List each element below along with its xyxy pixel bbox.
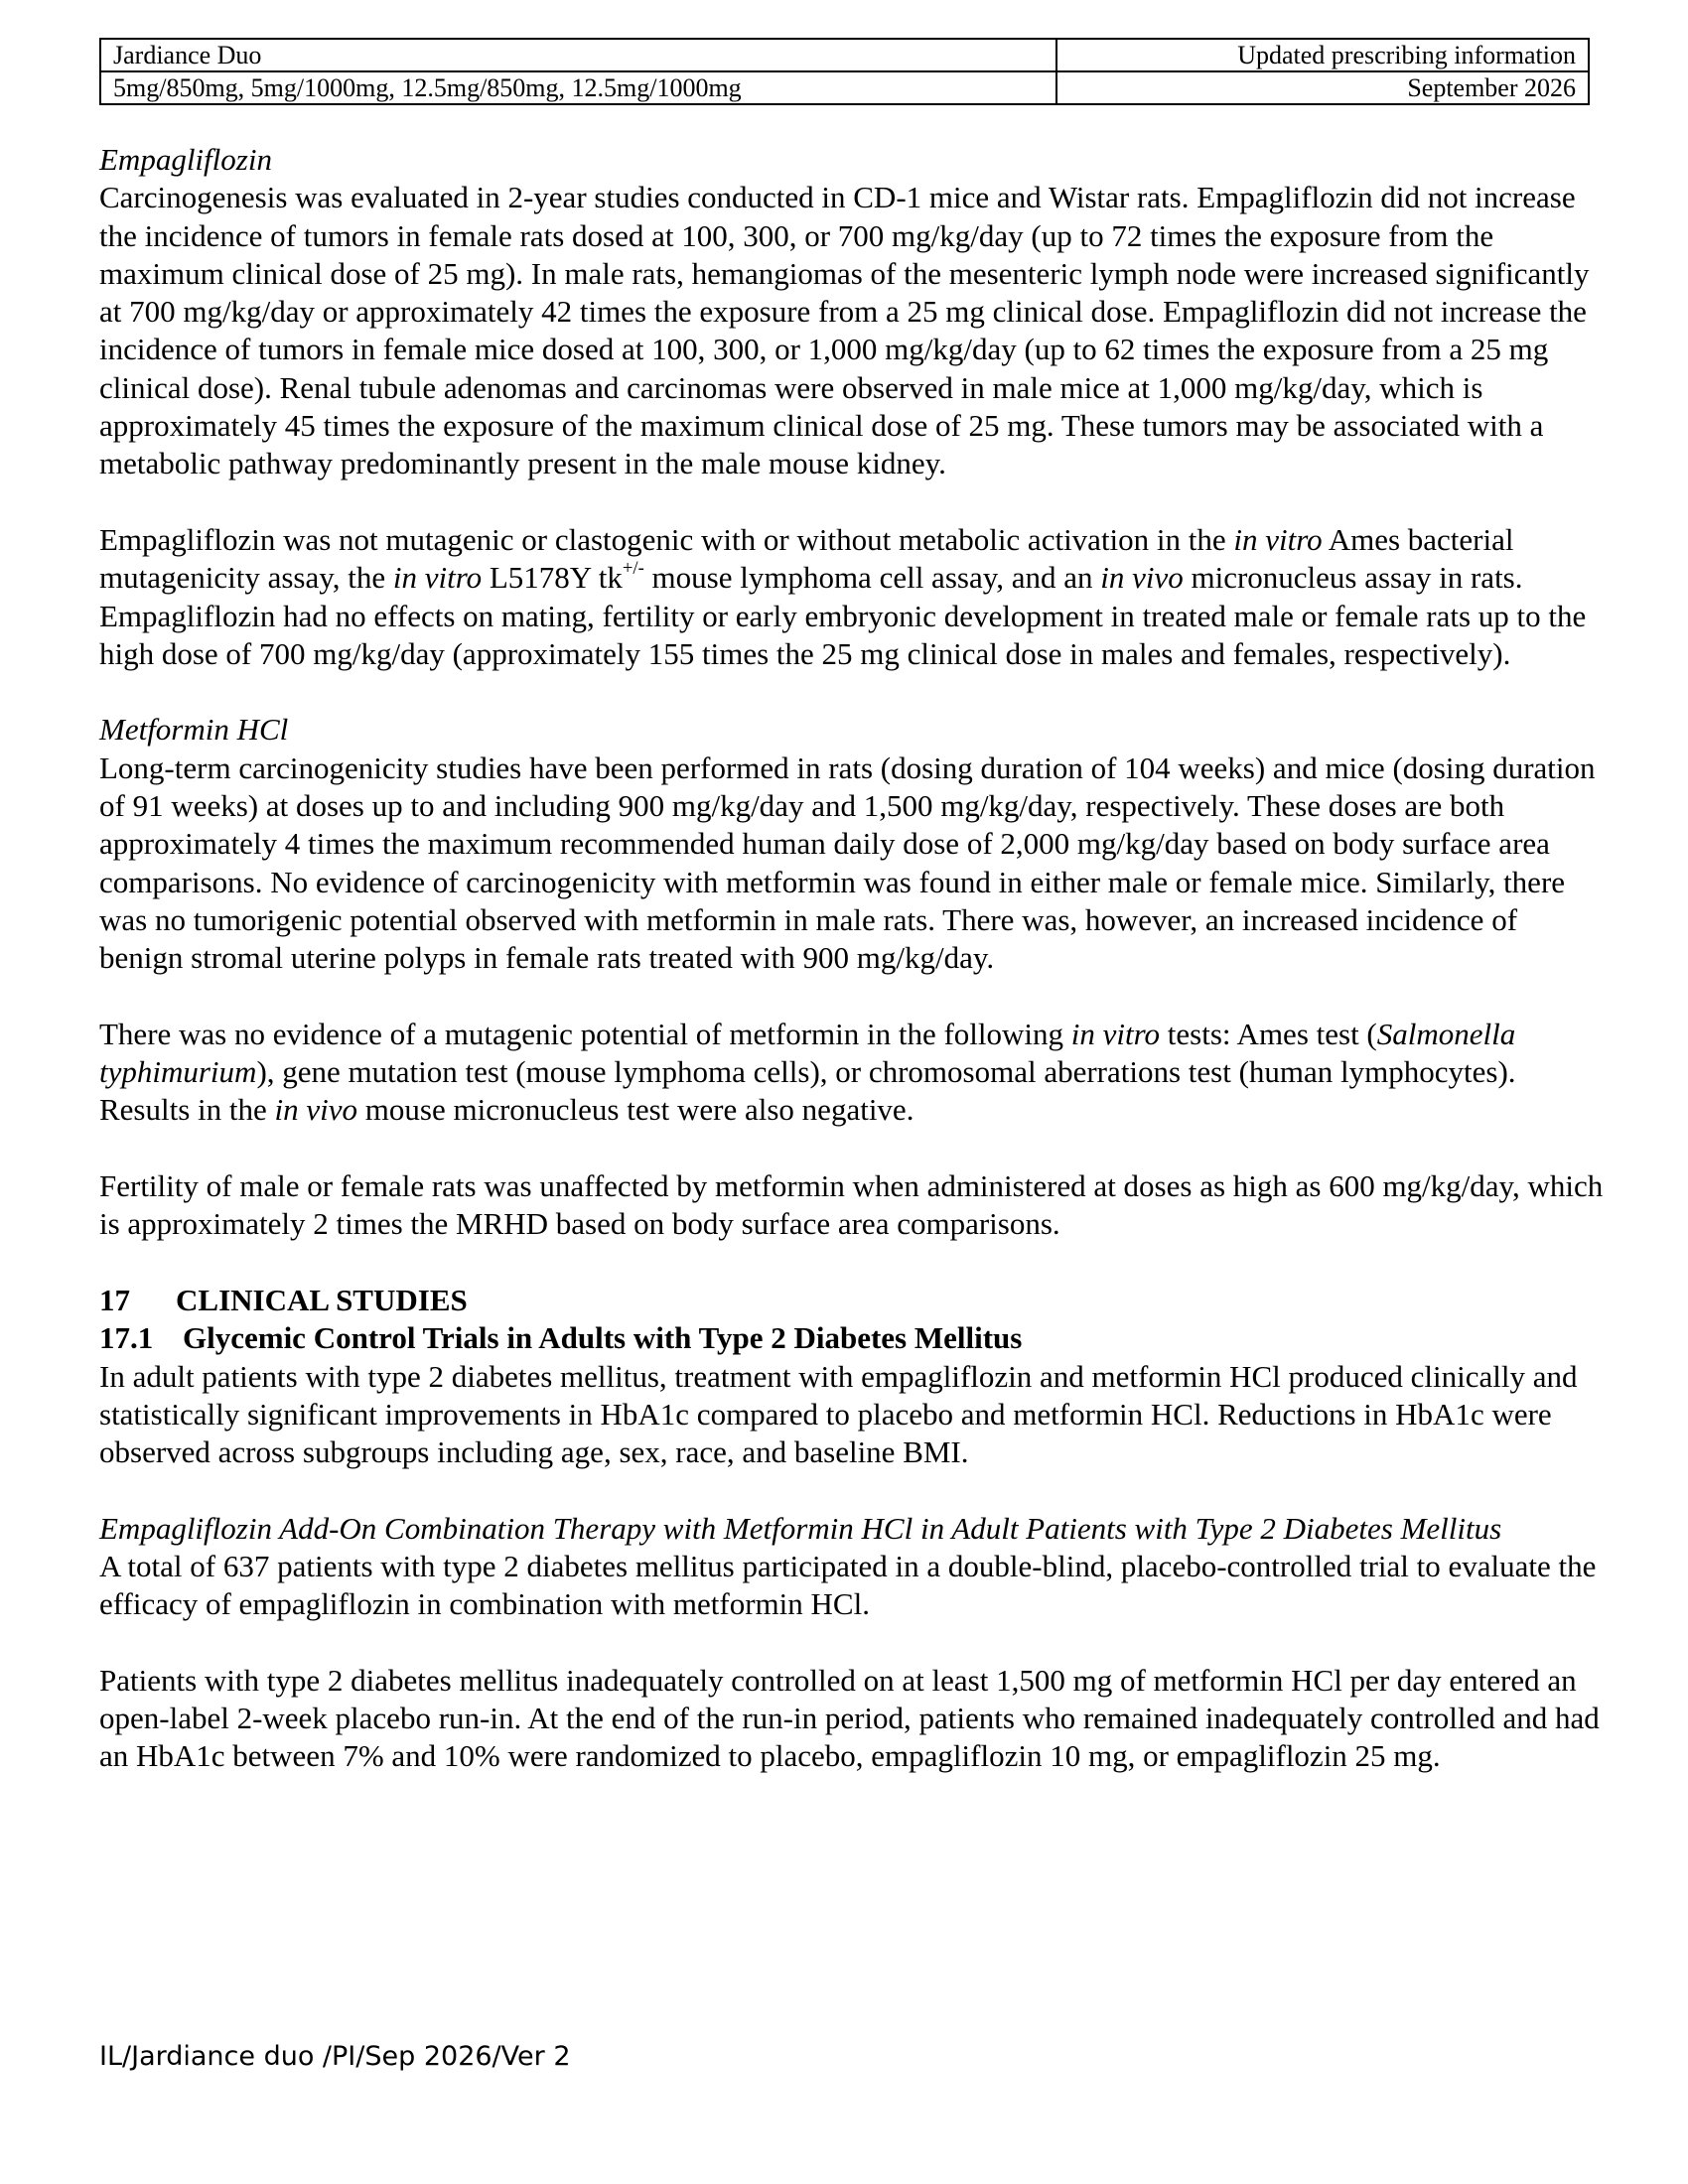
text-run: mouse lymphoma cell assay, and an (643, 560, 1101, 596)
paragraph-gap (99, 1471, 1609, 1509)
paragraph-gap (99, 1624, 1609, 1662)
section-17-heading (99, 1282, 1609, 1319)
footer-doc-id: IL/Jardiance duo /PI/Sep 2026/Ver 2 (99, 2041, 571, 2072)
document-type: Updated prescribing information (1056, 39, 1589, 71)
section-number: 17 (99, 1282, 130, 1317)
subsection-title: Glycemic Control Trials in Adults with Type 2 Diabetes Mellitus (183, 1320, 1023, 1356)
italic-term: in vitro (1233, 521, 1323, 557)
header-row (100, 71, 1589, 104)
text-run: ), gene mutation test (mouse lymphoma cells), or chromosomal aberrations test (human lymphocytes). Results in the (99, 1054, 1516, 1128)
paragraph-gap (99, 673, 1609, 711)
italic-term: in vitro (392, 560, 483, 596)
text-run: tests: Ames test ( (1160, 1016, 1377, 1051)
header-row (100, 39, 1589, 71)
document-date: September 2026 (1056, 71, 1589, 104)
document-body (99, 141, 1609, 1776)
metformin-mutagenic-paragraph (99, 1016, 1609, 1130)
addon-therapy-heading: Empagliflozin Add-On Combination Therapy with Metformin HCl in Adult Patients with Type 2 Diabetes Mellitus (99, 1510, 1502, 1546)
metformin-carcinogenicity-paragraph: Long-term carcinogenicity studies have been performed in rats (dosing duration of 104 weeks) and mice (dosing duration of 91 weeks) at doses up to and including 900 mg/kg/day and 1,500 mg/kg/day, respectively. These doses are both approximately 4 times the maximum recommended human daily dose of 2,000 mg/kg/day based on body surface area comparisons. No evidence of carcinogenicity with metformin was found in either male or female mice. Similarly, there was no tumorigenic potential observed with metformin in male rats. There was, however, an increased incidence of benign stromal uterine polyps in female rats treated with 900 mg/kg/day. (99, 750, 1596, 976)
empagliflozin-carcinogenesis-paragraph: Carcinogenesis was evaluated in 2-year studies conducted in CD-1 mice and Wistar rats. Empagliflozin did not increase the incidence of tumors in female rats dosed at 100, 300, or 700 mg/kg/day (up to 72 times the exposure from the maximum clinical dose of 25 mg). In male rats, hemangiomas of the mesenteric lymph node were increased significantly at 700 mg/kg/day or approximately 42 times the exposure from a 25 mg clinical dose. Empagliflozin did not increase the incidence of tumors in female mice dosed at 100, 300, or 1,000 mg/kg/day (up to 62 times the exposure from a 25 mg clinical dose). Renal tubule adenomas and carcinomas were observed in male mice at 1,000 mg/kg/day, which is approximately 45 times the exposure of the maximum clinical dose of 25 mg. These tumors may be associated with a metabolic pathway predominantly present in the male mouse kidney. (99, 180, 1590, 481)
paragraph-gap (99, 978, 1609, 1016)
text-run: mouse micronucleus test were also negative. (357, 1092, 914, 1128)
strengths: 5mg/850mg, 5mg/1000mg, 12.5mg/850mg, 12.5mg/1000mg (100, 71, 1056, 104)
section-title: CLINICAL STUDIES (176, 1282, 468, 1317)
text-run: There was no evidence of a mutagenic potential of metformin in the following (99, 1016, 1071, 1051)
subsection-number: 17.1 (99, 1320, 154, 1356)
addon-therapy-paragraph: A total of 637 patients with type 2 diabetes mellitus participated in a double-blind, placebo-controlled trial to evaluate the efficacy of empagliflozin in combination with metformin HCl. (99, 1548, 1597, 1622)
metformin-heading: Metformin HCl (99, 712, 289, 748)
section-17-intro-paragraph: In adult patients with type 2 diabetes mellitus, treatment with empagliflozin and metformin HCl produced clinically and statistically significant improvements in HbA1c compared to placebo and metformin HCl. Reductions in HbA1c were observed across subgroups including age, sex, race, and baseline BMI. (99, 1358, 1578, 1470)
product-name: Jardiance Duo (100, 39, 1056, 71)
italic-term: in vitro (1070, 1016, 1161, 1051)
empagliflozin-fertility-paragraph: Empagliflozin had no effects on mating, fertility or early embryonic development in treated male or female rats up to the high dose of 700 mg/kg/day (approximately 155 times the 25 mg clinical dose in males and females, respectively). (99, 598, 1587, 671)
metformin-fertility-paragraph: Fertility of male or female rats was unaffected by metformin when administered at doses as high as 600 mg/kg/day, which is approximately 2 times the MRHD based on body surface area comparisons. (99, 1168, 1604, 1242)
text-run: Ames bacterial mutagenicity assay, the (99, 521, 1514, 596)
header-table (99, 38, 1590, 105)
section-17-1-heading (99, 1319, 1609, 1357)
superscript: +/- (622, 558, 644, 580)
italic-term: in vivo (1100, 560, 1184, 596)
addon-design-paragraph: Patients with type 2 diabetes mellitus inadequately controlled on at least 1,500 mg of metformin HCl per day entered an open-label 2-week placebo run-in. At the end of the run-in period, patients who remained inadequately controlled and had an HbA1c between 7% and 10% were randomized to placebo, empagliflozin 10 mg, or empagliflozin 25 mg. (99, 1662, 1600, 1774)
italic-term: in vivo (274, 1092, 358, 1128)
empagliflozin-mutagenesis-paragraph (99, 521, 1609, 598)
paragraph-gap (99, 1244, 1609, 1282)
empagliflozin-heading: Empagliflozin (99, 142, 272, 177)
text-run: micronucleus assay in rats. (1183, 560, 1523, 596)
italic-term: Salmonella typhimurium (99, 1016, 1516, 1090)
paragraph-gap (99, 483, 1609, 521)
text-run: Empagliflozin was not mutagenic or clastogenic with or without metabolic activation in the (99, 521, 1234, 557)
paragraph-gap (99, 1130, 1609, 1167)
text-run: L5178Y tk (482, 560, 623, 596)
